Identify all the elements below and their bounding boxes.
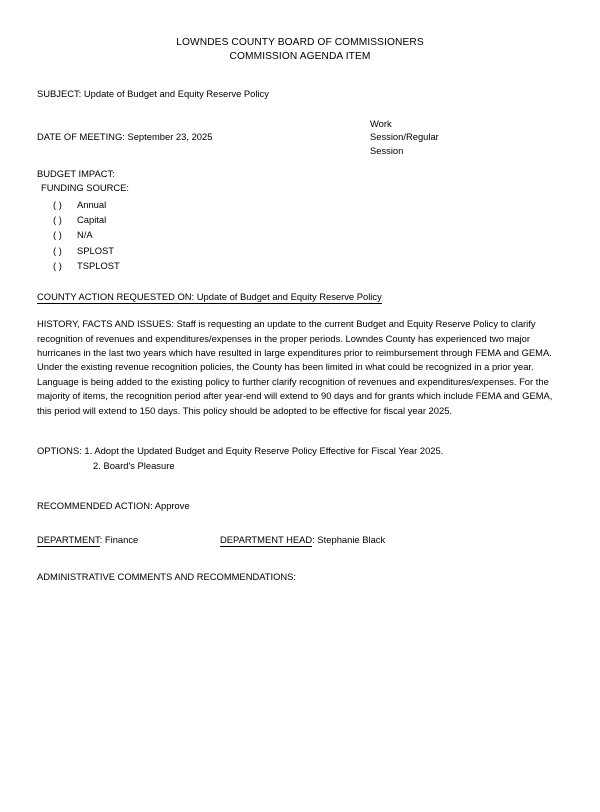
- recommended-action-label: RECOMMENDED ACTION:: [37, 499, 153, 511]
- funding-option-splost-label: SPLOST: [77, 244, 114, 256]
- session-line-2: Session/Regular: [370, 131, 439, 143]
- session-line-3: Session: [370, 144, 404, 156]
- department-field: [37, 534, 138, 545]
- meeting-date-label: DATE OF MEETING:: [37, 130, 125, 142]
- session-line-1: Work: [370, 117, 392, 129]
- budget-impact-label: BUDGET IMPACT:: [37, 167, 115, 179]
- funding-option-annual-label: Annual: [77, 198, 107, 210]
- history-text: Staff is requesting an update to the current Budget and Equity Reserve Policy to clarify recognition of revenues and expenditures/expenses in the proper periods. Lowndes County has experienced two major hurricanes in the last two years which have resulted in large expenditures prior to reimbursement through FEMA and GEMA. Under the existing revenue recognition policies, the County has been limited in what could be recognized in a prior year. Language is being added to the existing policy to further clarify recognition of revenues and expenditures/expenses. For the majority of items, the recognition period after year-end will extend to 90 days and for grants which include FEMA and GEMA, this period will extend to 150 days. This policy should be adopted to be effective for fiscal year 2025.: [37, 318, 553, 416]
- session-type: [370, 117, 500, 158]
- document-header: [0, 36, 600, 65]
- department-head-label: DEPARTMENT HEAD: [220, 534, 313, 546]
- funding-option-tsplost-label: TSPLOST: [77, 259, 120, 271]
- header-line-2: COMMISSION AGENDA ITEM: [229, 51, 371, 63]
- funding-option-capital-label: Capital: [77, 214, 107, 226]
- action-requested-underlined: [37, 291, 382, 304]
- funding-option-na-label: N/A: [77, 229, 93, 241]
- action-requested-row: [37, 273, 566, 304]
- checkbox-annual[interactable]: ( ): [53, 198, 62, 210]
- funding-option-splost[interactable]: [43, 243, 566, 258]
- department-row: [37, 534, 566, 548]
- options-row-1: [37, 444, 566, 458]
- options-row-2: [37, 459, 566, 473]
- funding-option-na[interactable]: [43, 227, 566, 242]
- option-2-text: Board's Pleasure: [103, 459, 175, 471]
- options-label: OPTIONS:: [37, 445, 82, 457]
- checkbox-splost[interactable]: ( ): [53, 244, 62, 256]
- subject-label: SUBJECT:: [37, 87, 82, 99]
- option-1-text: Adopt the Updated Budget and Equity Reserve Policy Effective for Fiscal Year 2025.: [94, 445, 444, 457]
- recommended-action-value: Approve: [154, 499, 190, 511]
- department-head-field: [220, 534, 385, 545]
- meeting-date: [37, 131, 212, 142]
- document-body: [0, 87, 600, 584]
- history-paragraph: [37, 317, 564, 418]
- checkbox-tsplost[interactable]: ( ): [53, 259, 62, 271]
- history-label: HISTORY, FACTS AND ISSUES:: [37, 318, 175, 330]
- subject-value: Update of Budget and Equity Reserve Policy: [83, 87, 269, 99]
- meeting-row: [37, 117, 566, 161]
- recommended-action-row: [37, 499, 566, 513]
- administrative-comments-label: ADMINISTRATIVE COMMENTS AND RECOMMENDATIONS:: [37, 571, 297, 583]
- funding-option-tsplost[interactable]: [43, 258, 566, 273]
- options-section: [37, 444, 566, 472]
- checkbox-na[interactable]: ( ): [53, 229, 62, 241]
- funding-option-annual[interactable]: [43, 197, 566, 212]
- meeting-date-value: September 23, 2025: [127, 130, 213, 142]
- action-requested-label: COUNTY ACTION REQUESTED ON:: [37, 291, 195, 303]
- department-value: : Finance: [99, 534, 139, 546]
- department-label: DEPARTMENT: [37, 534, 100, 546]
- option-1-number: 1.: [84, 445, 93, 457]
- funding-source-options: [37, 197, 566, 273]
- action-requested-value: Update of Budget and Equity Reserve Policy: [196, 291, 382, 303]
- subject-row: [37, 87, 566, 101]
- agenda-document-page: [0, 36, 600, 812]
- funding-source-label: FUNDING SOURCE:: [41, 182, 130, 194]
- funding-option-capital[interactable]: [43, 212, 566, 227]
- header-line-1: LOWNDES COUNTY BOARD OF COMMISSIONERS: [176, 37, 424, 48]
- checkbox-capital[interactable]: ( ): [53, 214, 62, 226]
- department-head-value: : Stephanie Black: [312, 534, 386, 546]
- option-2-number: 2.: [93, 459, 101, 471]
